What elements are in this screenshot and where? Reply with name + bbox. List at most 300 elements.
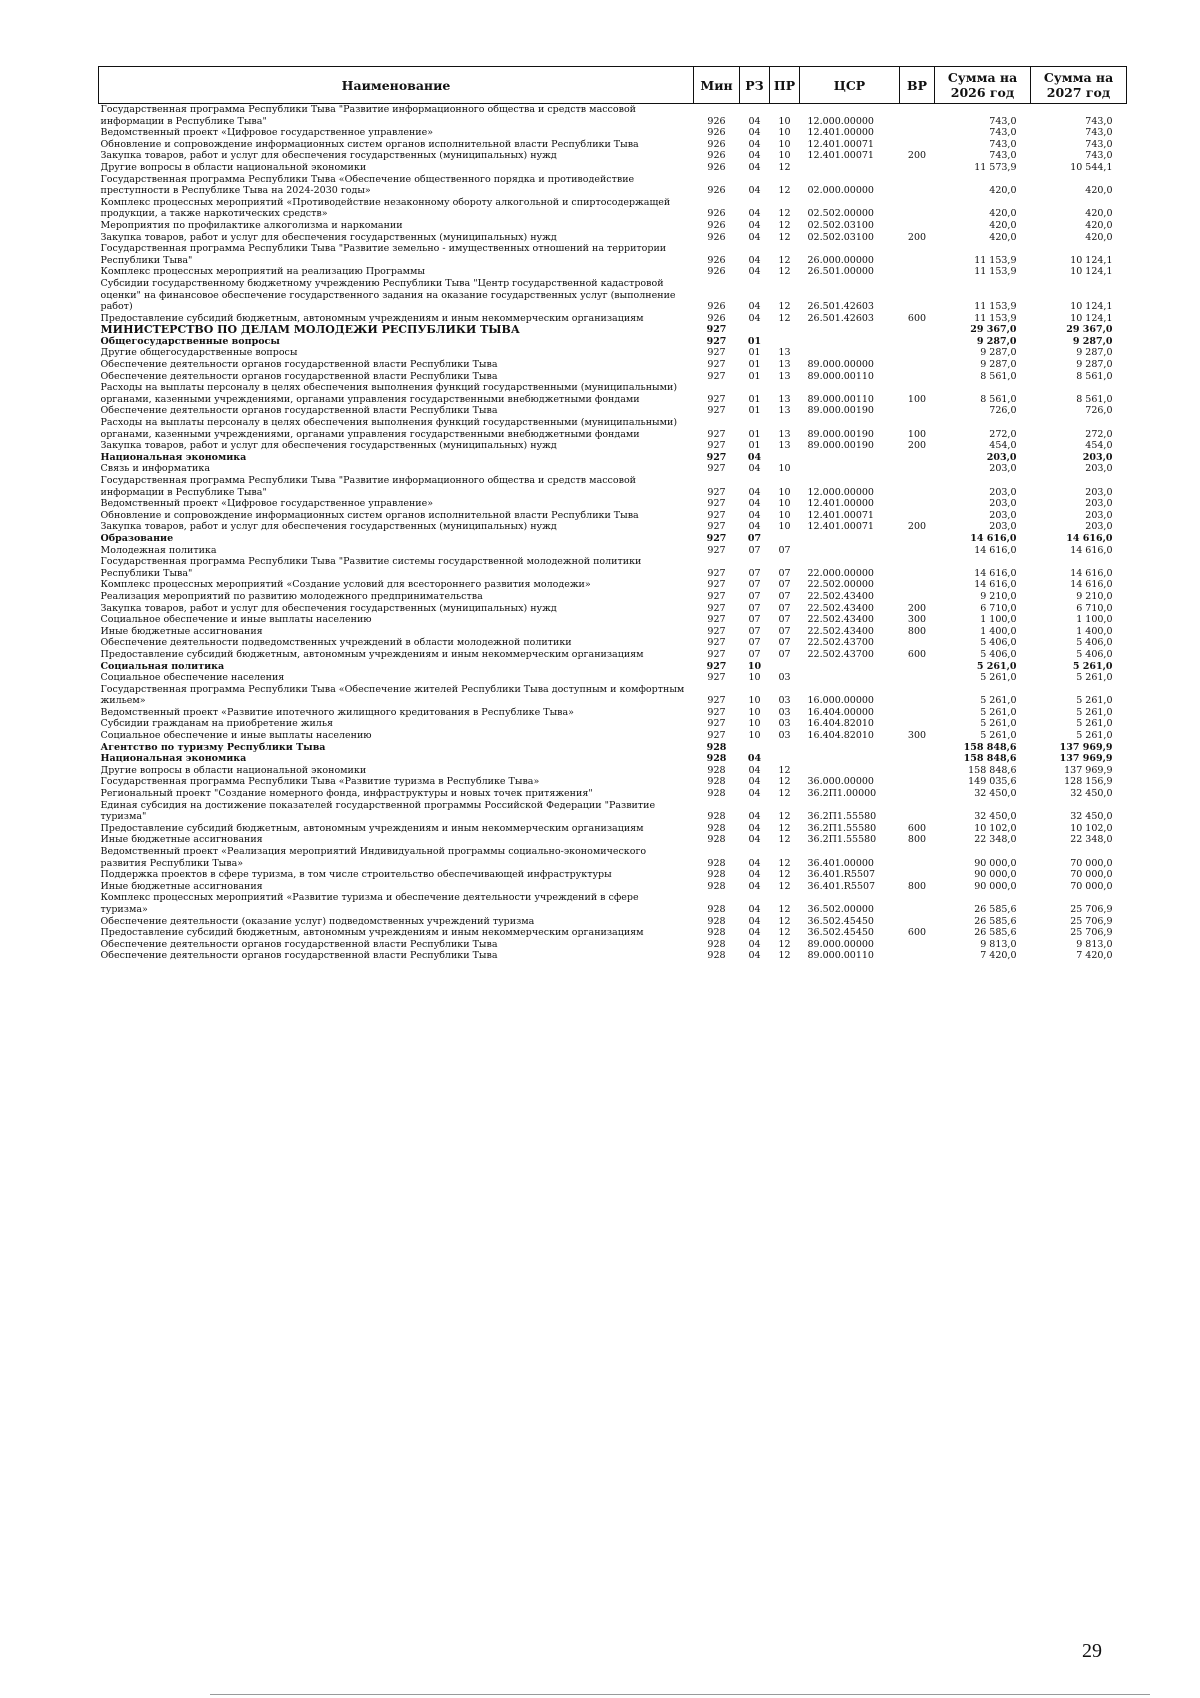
table-row bbox=[99, 452, 1127, 464]
cell-csr: 16.000.00000 bbox=[807, 695, 874, 707]
cell-csr bbox=[800, 753, 900, 765]
cell-sum-2026: 158 848,6 bbox=[963, 753, 1017, 765]
header-min: Мин bbox=[694, 67, 740, 104]
cell-sum-2026: 11 153,9 bbox=[974, 266, 1017, 278]
cell-sum-2026: 32 450,0 bbox=[974, 788, 1017, 800]
cell-sum-2026: 454,0 bbox=[989, 440, 1017, 452]
cell-pr: 12 bbox=[778, 869, 791, 881]
cell-csr: 89.000.00190 bbox=[807, 428, 874, 440]
cell-vr bbox=[900, 776, 935, 788]
table-row bbox=[99, 266, 1127, 278]
cell-csr: 12.000.00000 bbox=[807, 486, 874, 498]
cell-sum-2026: 203,0 bbox=[989, 498, 1017, 510]
cell-sum-2026: 14 616,0 bbox=[974, 544, 1017, 556]
cell-rz: 04 bbox=[748, 486, 761, 498]
cell-pr: 10 bbox=[778, 150, 791, 162]
table-row bbox=[99, 788, 1127, 800]
cell-csr: 12.401.00071 bbox=[807, 509, 874, 521]
cell-csr: 36.401.R5507 bbox=[807, 869, 876, 881]
cell-rz: 04 bbox=[748, 266, 761, 278]
table-row bbox=[99, 579, 1127, 591]
cell-csr bbox=[800, 336, 900, 348]
table-row bbox=[99, 939, 1127, 951]
cell-rz: 04 bbox=[748, 254, 761, 266]
cell-rz: 04 bbox=[748, 880, 761, 892]
cell-sum-2027: 14 616,0 bbox=[1070, 567, 1113, 579]
cell-min: 928 bbox=[707, 915, 726, 927]
cell-csr: 22.502.43400 bbox=[807, 625, 874, 637]
cell-rz: 01 bbox=[748, 440, 761, 452]
cell-vr: 800 bbox=[907, 625, 927, 637]
cell-sum-2027: 10 124,1 bbox=[1070, 301, 1113, 313]
cell-min: 926 bbox=[707, 231, 726, 243]
cell-sum-2026: 1 100,0 bbox=[980, 614, 1017, 626]
cell-sum-2026: 11 153,9 bbox=[974, 254, 1017, 266]
table-row bbox=[99, 139, 1127, 151]
cell-sum-2026: 22 348,0 bbox=[974, 834, 1017, 846]
cell-sum-2026: 8 561,0 bbox=[980, 370, 1017, 382]
cell-min: 927 bbox=[707, 718, 726, 730]
cell-pr: 13 bbox=[778, 428, 791, 440]
cell-sum-2027: 25 706,9 bbox=[1070, 915, 1113, 927]
table-row bbox=[99, 556, 1127, 579]
table-header bbox=[99, 67, 1127, 104]
cell-vr bbox=[900, 475, 935, 498]
cell-vr bbox=[900, 591, 935, 603]
cell-sum-2026: 5 261,0 bbox=[980, 706, 1017, 718]
cell-vr: 200 bbox=[907, 231, 927, 243]
cell-name: Комплекс процессных мероприятий «Развитие туризма и обеспечение деятельности учреждений в сфере туризма» bbox=[100, 892, 639, 915]
cell-pr: 12 bbox=[778, 254, 791, 266]
cell-sum-2027: 22 348,0 bbox=[1070, 834, 1113, 846]
cell-csr bbox=[800, 463, 900, 475]
cell-vr bbox=[900, 672, 935, 684]
cell-pr: 10 bbox=[778, 138, 791, 150]
cell-sum-2027: 5 261,0 bbox=[1076, 718, 1113, 730]
cell-sum-2026: 5 406,0 bbox=[980, 648, 1017, 660]
cell-pr bbox=[770, 742, 800, 754]
cell-csr bbox=[800, 162, 900, 174]
cell-name: Обеспечение деятельности органов государственной власти Республики Тыва bbox=[100, 405, 498, 417]
cell-sum-2027: 14 616,0 bbox=[1066, 532, 1113, 544]
cell-pr: 10 bbox=[778, 486, 791, 498]
cell-sum-2027: 203,0 bbox=[1082, 451, 1113, 463]
cell-vr bbox=[900, 197, 935, 220]
cell-rz: 07 bbox=[748, 590, 761, 602]
cell-name: Обновление и сопровождение информационных систем органов исполнительной власти Республики Тыва bbox=[100, 509, 639, 521]
cell-min: 928 bbox=[707, 880, 726, 892]
table-row bbox=[99, 753, 1127, 765]
cell-vr: 200 bbox=[907, 440, 927, 452]
cell-sum-2026: 420,0 bbox=[989, 185, 1017, 197]
cell-min: 927 bbox=[707, 347, 726, 359]
cell-sum-2026: 9 813,0 bbox=[980, 938, 1017, 950]
cell-name: Молодежная политика bbox=[100, 544, 217, 556]
cell-name: Закупка товаров, работ и услуг для обеспечения государственных (муниципальных) нужд bbox=[100, 602, 557, 614]
cell-sum-2027: 726,0 bbox=[1085, 405, 1113, 417]
cell-rz bbox=[740, 324, 770, 336]
cell-name: Связь и информатика bbox=[100, 463, 210, 475]
cell-sum-2026: 90 000,0 bbox=[974, 857, 1017, 869]
cell-pr: 10 bbox=[778, 127, 791, 139]
cell-name: Ведомственный проект «Цифровое государственное управление» bbox=[100, 127, 434, 139]
cell-rz: 07 bbox=[748, 637, 761, 649]
cell-sum-2027: 128 156,9 bbox=[1064, 776, 1113, 788]
cell-min: 928 bbox=[707, 822, 726, 834]
cell-sum-2027: 137 969,9 bbox=[1059, 741, 1113, 753]
cell-name: Единая субсидия на достижение показателей государственной программы Российской Федерации "Развитие туризма" bbox=[100, 799, 656, 823]
cell-sum-2027: 8 561,0 bbox=[1076, 393, 1113, 405]
cell-name: Предоставление субсидий бюджетным, автономным учреждениям и иным некоммерческим организациям bbox=[100, 927, 644, 939]
cell-pr: 13 bbox=[778, 440, 791, 452]
cell-csr bbox=[800, 324, 900, 336]
cell-csr: 36.401.R5507 bbox=[807, 880, 876, 892]
cell-min: 928 bbox=[707, 869, 726, 881]
cell-sum-2027: 14 616,0 bbox=[1070, 579, 1113, 591]
cell-csr: 26.501.42603 bbox=[807, 312, 874, 324]
cell-sum-2026: 26 585,6 bbox=[974, 903, 1017, 915]
cell-csr: 89.000.00110 bbox=[807, 950, 874, 962]
cell-min: 927 bbox=[707, 509, 726, 521]
cell-sum-2027: 743,0 bbox=[1085, 150, 1113, 162]
cell-sum-2026: 420,0 bbox=[989, 231, 1017, 243]
cell-min: 926 bbox=[707, 150, 726, 162]
cell-name: Социальное обеспечение и иные выплаты населению bbox=[100, 614, 372, 626]
cell-sum-2026: 7 420,0 bbox=[980, 950, 1017, 962]
cell-min: 927 bbox=[707, 405, 726, 417]
table-row bbox=[99, 545, 1127, 557]
cell-vr bbox=[900, 707, 935, 719]
cell-name: Социальная политика bbox=[100, 660, 225, 672]
cell-sum-2026: 90 000,0 bbox=[974, 880, 1017, 892]
cell-rz: 07 bbox=[748, 625, 761, 637]
cell-vr bbox=[900, 452, 935, 464]
cell-sum-2027: 203,0 bbox=[1085, 521, 1113, 533]
cell-rz: 01 bbox=[748, 370, 761, 382]
cell-pr: 12 bbox=[778, 219, 791, 231]
table-row bbox=[99, 463, 1127, 475]
cell-rz: 04 bbox=[748, 764, 761, 776]
header-sum-2027: Сумма на 2027 год bbox=[1031, 67, 1127, 104]
table-row bbox=[99, 707, 1127, 719]
cell-min: 927 bbox=[707, 579, 726, 591]
cell-min: 928 bbox=[706, 753, 727, 765]
cell-csr bbox=[800, 533, 900, 545]
cell-sum-2027: 14 616,0 bbox=[1070, 544, 1113, 556]
cell-name: Социальное обеспечение и иные выплаты населению bbox=[100, 730, 372, 742]
cell-name: Государственная программа Республики Тыва «Развитие туризма в Республике Тыва» bbox=[100, 776, 540, 788]
cell-rz: 04 bbox=[748, 927, 761, 939]
table-row bbox=[99, 162, 1127, 174]
cell-sum-2026: 11 153,9 bbox=[974, 301, 1017, 313]
budget-table bbox=[98, 66, 1127, 962]
cell-csr: 12.401.00071 bbox=[807, 150, 874, 162]
cell-sum-2026: 10 102,0 bbox=[974, 822, 1017, 834]
cell-sum-2027: 5 406,0 bbox=[1076, 637, 1113, 649]
cell-pr: 07 bbox=[778, 614, 791, 626]
cell-sum-2027: 70 000,0 bbox=[1070, 880, 1113, 892]
cell-name: Государственная программа Республики Тыва "Развитие земельно - имущественных отношений на территории Республики Тыва" bbox=[100, 243, 667, 266]
cell-csr: 12.000.00000 bbox=[807, 115, 874, 127]
cell-sum-2026: 1 400,0 bbox=[980, 625, 1017, 637]
cell-csr: 89.000.00000 bbox=[807, 938, 874, 950]
footer-divider bbox=[210, 1694, 1150, 1695]
cell-name: Региональный проект "Создание номерного фонда, инфраструктуры и новых точек притяжения" bbox=[100, 788, 593, 800]
cell-sum-2027: 203,0 bbox=[1085, 463, 1113, 475]
cell-rz: 04 bbox=[748, 857, 761, 869]
table-row bbox=[99, 637, 1127, 649]
table-row bbox=[99, 869, 1127, 881]
table-row bbox=[99, 649, 1127, 661]
cell-sum-2027: 10 124,1 bbox=[1070, 266, 1113, 278]
cell-min: 927 bbox=[707, 521, 726, 533]
cell-name: Другие вопросы в области национальной экономики bbox=[100, 161, 367, 173]
cell-rz: 04 bbox=[748, 903, 761, 915]
cell-pr: 13 bbox=[778, 359, 791, 371]
cell-csr bbox=[800, 765, 900, 777]
cell-vr bbox=[900, 127, 935, 139]
cell-pr: 10 bbox=[778, 521, 791, 533]
table-row bbox=[99, 684, 1127, 707]
table-body bbox=[99, 104, 1127, 962]
cell-pr: 13 bbox=[778, 405, 791, 417]
cell-pr: 03 bbox=[778, 730, 791, 742]
cell-pr: 03 bbox=[778, 706, 791, 718]
cell-name: Национальная экономика bbox=[100, 753, 247, 765]
cell-min: 928 bbox=[707, 788, 726, 800]
cell-rz: 04 bbox=[748, 115, 761, 127]
cell-vr bbox=[900, 162, 935, 174]
cell-sum-2027: 32 450,0 bbox=[1070, 811, 1113, 823]
cell-min: 928 bbox=[707, 834, 726, 846]
table-row bbox=[99, 382, 1127, 405]
cell-sum-2026: 8 561,0 bbox=[980, 393, 1017, 405]
cell-csr: 02.502.03100 bbox=[807, 219, 874, 231]
cell-csr: 22.502.43700 bbox=[807, 648, 874, 660]
cell-pr: 12 bbox=[778, 903, 791, 915]
cell-pr bbox=[770, 661, 800, 673]
cell-sum-2026: 743,0 bbox=[989, 115, 1017, 127]
cell-name: Государственная программа Республики Тыва "Развитие информационного общества и средств массовой информации в Республике Тыва" bbox=[100, 475, 636, 498]
cell-sum-2026: 158 848,6 bbox=[963, 741, 1017, 753]
cell-pr bbox=[770, 324, 800, 336]
cell-pr: 03 bbox=[778, 672, 791, 684]
cell-pr: 07 bbox=[778, 590, 791, 602]
cell-rz: 10 bbox=[748, 718, 761, 730]
cell-name: Обеспечение деятельности (оказание услуг) подведомственных учреждений туризма bbox=[100, 915, 535, 927]
table-row bbox=[99, 765, 1127, 777]
cell-rz: 04 bbox=[748, 834, 761, 846]
cell-name: Другие общегосударственные вопросы bbox=[100, 347, 298, 359]
header-name: Наименование bbox=[99, 67, 694, 104]
cell-sum-2027: 420,0 bbox=[1085, 219, 1113, 231]
cell-pr: 12 bbox=[778, 822, 791, 834]
cell-pr: 13 bbox=[778, 393, 791, 405]
cell-rz: 01 bbox=[748, 359, 761, 371]
cell-min: 926 bbox=[707, 312, 726, 324]
cell-rz: 10 bbox=[748, 730, 761, 742]
cell-name: Государственная программа Республики Тыва «Обеспечение жителей Республики Тыва доступным и комфортным жильем» bbox=[100, 683, 685, 707]
cell-pr: 07 bbox=[778, 625, 791, 637]
cell-min: 927 bbox=[707, 706, 726, 718]
cell-pr: 12 bbox=[778, 185, 791, 197]
cell-min: 927 bbox=[706, 335, 727, 347]
table-row bbox=[99, 672, 1127, 684]
cell-rz: 04 bbox=[748, 521, 761, 533]
cell-name: Обеспечение деятельности органов государственной власти Республики Тыва bbox=[100, 359, 498, 371]
cell-rz: 01 bbox=[748, 347, 761, 359]
cell-sum-2027: 9 813,0 bbox=[1076, 938, 1113, 950]
cell-sum-2027: 9 210,0 bbox=[1076, 590, 1113, 602]
cell-min: 927 bbox=[707, 440, 726, 452]
cell-name: Другие вопросы в области национальной экономики bbox=[100, 764, 367, 776]
cell-vr bbox=[900, 324, 935, 336]
cell-sum-2026: 420,0 bbox=[989, 208, 1017, 220]
header-row bbox=[99, 67, 1127, 104]
cell-vr bbox=[900, 278, 935, 313]
cell-rz: 04 bbox=[748, 509, 761, 521]
cell-vr bbox=[900, 336, 935, 348]
table-row bbox=[99, 371, 1127, 383]
cell-vr bbox=[900, 463, 935, 475]
cell-vr bbox=[900, 220, 935, 232]
cell-name: Закупка товаров, работ и услуг для обеспечения государственных (муниципальных) нужд bbox=[100, 150, 557, 162]
cell-sum-2027: 203,0 bbox=[1085, 486, 1113, 498]
cell-name: Обеспечение деятельности органов государственной власти Республики Тыва bbox=[100, 938, 498, 950]
cell-vr: 100 bbox=[907, 393, 927, 405]
cell-name: МИНИСТЕРСТВО ПО ДЕЛАМ МОЛОДЕЖИ РЕСПУБЛИКИ ТЫВА bbox=[100, 323, 520, 337]
cell-vr bbox=[900, 869, 935, 881]
cell-sum-2026: 743,0 bbox=[989, 150, 1017, 162]
cell-csr: 36.000.00000 bbox=[807, 776, 874, 788]
cell-min: 927 bbox=[707, 428, 726, 440]
cell-pr: 03 bbox=[778, 695, 791, 707]
cell-min: 927 bbox=[707, 602, 726, 614]
cell-sum-2026: 203,0 bbox=[989, 463, 1017, 475]
cell-csr: 02.502.00000 bbox=[807, 208, 874, 220]
cell-pr: 12 bbox=[778, 301, 791, 313]
cell-pr: 10 bbox=[778, 509, 791, 521]
cell-csr bbox=[800, 452, 900, 464]
cell-sum-2026: 420,0 bbox=[989, 219, 1017, 231]
table-row bbox=[99, 405, 1127, 417]
table-row bbox=[99, 510, 1127, 522]
cell-csr: 89.000.00110 bbox=[807, 393, 874, 405]
cell-csr bbox=[800, 742, 900, 754]
cell-sum-2026: 26 585,6 bbox=[974, 915, 1017, 927]
table-row bbox=[99, 220, 1127, 232]
cell-rz: 10 bbox=[748, 672, 761, 684]
cell-sum-2027: 743,0 bbox=[1085, 127, 1113, 139]
cell-name: Предоставление субсидий бюджетным, автономным учреждениям и иным некоммерческим организациям bbox=[100, 822, 644, 834]
cell-pr: 12 bbox=[778, 938, 791, 950]
cell-pr: 12 bbox=[778, 764, 791, 776]
cell-csr: 36.2П1.55580 bbox=[807, 811, 877, 823]
cell-vr bbox=[900, 916, 935, 928]
cell-rz: 04 bbox=[748, 208, 761, 220]
cell-vr bbox=[900, 243, 935, 266]
cell-sum-2027: 8 561,0 bbox=[1076, 370, 1113, 382]
table-row bbox=[99, 243, 1127, 266]
cell-csr: 12.401.00071 bbox=[807, 138, 874, 150]
cell-vr: 300 bbox=[907, 730, 927, 742]
cell-min: 927 bbox=[706, 451, 727, 463]
cell-min: 927 bbox=[707, 672, 726, 684]
cell-min: 927 bbox=[707, 359, 726, 371]
cell-vr bbox=[900, 359, 935, 371]
cell-rz: 04 bbox=[748, 312, 761, 324]
cell-vr bbox=[900, 742, 935, 754]
cell-vr bbox=[900, 788, 935, 800]
cell-vr bbox=[900, 950, 935, 962]
cell-sum-2026: 32 450,0 bbox=[974, 811, 1017, 823]
cell-vr: 600 bbox=[907, 927, 927, 939]
cell-csr: 26.501.00000 bbox=[807, 266, 874, 278]
cell-pr: 03 bbox=[778, 718, 791, 730]
cell-rz: 04 bbox=[748, 138, 761, 150]
cell-vr: 600 bbox=[907, 822, 927, 834]
table-row bbox=[99, 336, 1127, 348]
cell-csr: 22.502.00000 bbox=[807, 579, 874, 591]
cell-sum-2026: 26 585,6 bbox=[974, 927, 1017, 939]
table-row bbox=[99, 730, 1127, 742]
cell-sum-2026: 203,0 bbox=[989, 486, 1017, 498]
table-row bbox=[99, 916, 1127, 928]
cell-sum-2027: 5 406,0 bbox=[1076, 648, 1113, 660]
cell-sum-2027: 5 261,0 bbox=[1076, 706, 1113, 718]
cell-rz: 07 bbox=[748, 579, 761, 591]
cell-vr bbox=[900, 545, 935, 557]
cell-min: 928 bbox=[707, 950, 726, 962]
cell-csr: 36.401.00000 bbox=[807, 857, 874, 869]
cell-sum-2027: 1 400,0 bbox=[1076, 625, 1113, 637]
cell-pr: 10 bbox=[778, 498, 791, 510]
cell-vr: 800 bbox=[907, 834, 927, 846]
cell-sum-2026: 6 710,0 bbox=[980, 602, 1017, 614]
cell-pr: 10 bbox=[778, 463, 791, 475]
cell-sum-2027: 7 420,0 bbox=[1076, 950, 1113, 962]
cell-rz: 07 bbox=[748, 614, 761, 626]
cell-name: Ведомственный проект «Цифровое государственное управление» bbox=[100, 498, 434, 510]
table-row bbox=[99, 881, 1127, 893]
cell-vr: 800 bbox=[907, 880, 927, 892]
cell-name: Комплекс процессных мероприятий «Создание условий для всестороннего развития молодежи» bbox=[100, 579, 591, 591]
cell-rz: 04 bbox=[748, 822, 761, 834]
cell-min: 927 bbox=[706, 660, 727, 672]
cell-vr: 100 bbox=[907, 428, 927, 440]
cell-csr: 89.000.00110 bbox=[807, 370, 874, 382]
cell-vr bbox=[900, 892, 935, 915]
cell-pr: 12 bbox=[778, 161, 791, 173]
cell-min: 926 bbox=[707, 115, 726, 127]
cell-name: Образование bbox=[100, 532, 174, 544]
cell-sum-2027: 1 100,0 bbox=[1076, 614, 1113, 626]
table-row bbox=[99, 440, 1127, 452]
cell-pr: 12 bbox=[778, 834, 791, 846]
table-row bbox=[99, 278, 1127, 313]
table-row bbox=[99, 661, 1127, 673]
cell-pr: 12 bbox=[778, 776, 791, 788]
cell-csr: 12.401.00071 bbox=[807, 521, 874, 533]
cell-min: 928 bbox=[707, 927, 726, 939]
cell-sum-2026: 5 261,0 bbox=[980, 695, 1017, 707]
cell-sum-2026: 9 287,0 bbox=[980, 347, 1017, 359]
cell-vr bbox=[900, 661, 935, 673]
cell-csr: 02.000.00000 bbox=[807, 185, 874, 197]
table-row bbox=[99, 197, 1127, 220]
table-row bbox=[99, 127, 1127, 139]
cell-name: Мероприятия по профилактике алкоголизма и наркомании bbox=[100, 219, 403, 231]
